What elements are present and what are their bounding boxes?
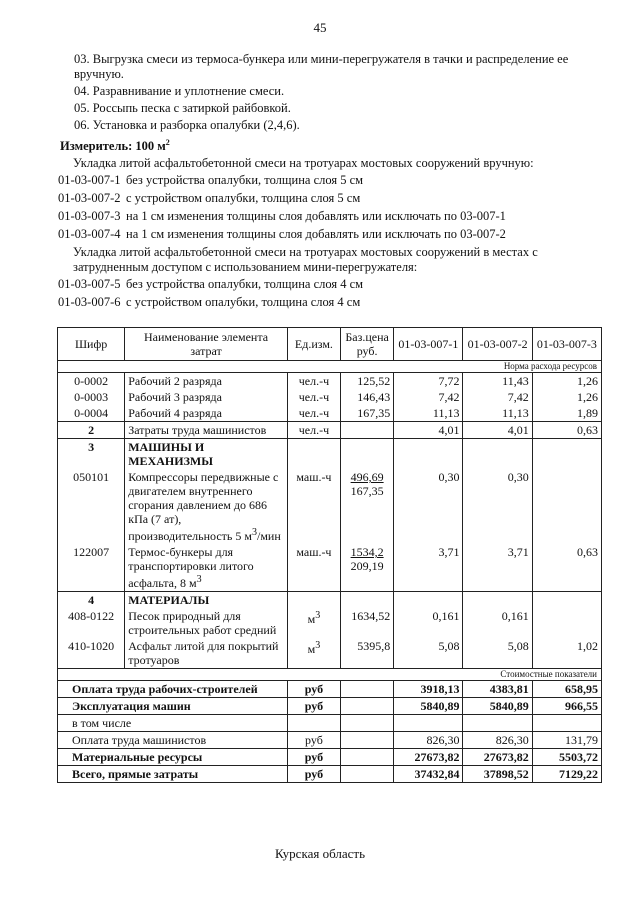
table-row: [58, 544, 602, 592]
cell-col1: 5,08: [394, 638, 463, 669]
cell-col1: 0,161: [394, 608, 463, 638]
unit-of-measure-label: Измеритель: 100 м: [60, 139, 166, 154]
cell-unit: чел.-ч: [287, 422, 340, 439]
operation-item: 06. Установка и разборка опалубки (2,4,6).: [74, 118, 300, 132]
cell-empty: [341, 715, 394, 732]
price-bottom: 167,35: [350, 484, 384, 498]
summary-row: [58, 681, 602, 698]
cell-col3: 0,63: [532, 422, 601, 439]
header-col1: 01-03-007-1: [394, 328, 463, 361]
cell-col1: 11,13: [394, 405, 463, 422]
price-bottom: 209,19: [350, 559, 384, 573]
region-footer: Курская область: [274, 846, 365, 861]
cell-empty: [463, 592, 532, 609]
cell-code: 3: [58, 439, 125, 470]
unit-text: м: [307, 612, 316, 626]
cell-empty: [341, 749, 394, 766]
summary-col3: 131,79: [532, 732, 601, 749]
summary-col2: 4383,81: [463, 681, 532, 698]
summary-col3: [532, 715, 601, 732]
cell-code: 050101: [58, 469, 125, 544]
cell-col1: 4,01: [394, 422, 463, 439]
cell-col3: [532, 469, 601, 544]
cell-col2: 0,161: [463, 608, 532, 638]
group1-codes: [60, 173, 590, 242]
cell-empty: [394, 439, 463, 470]
table-row: [58, 405, 602, 422]
summary-col3: 966,55: [532, 698, 601, 715]
cell-name: Рабочий 3 разряда: [125, 389, 288, 405]
summary-col1: 3918,13: [394, 681, 463, 698]
resource-code: 01-03-007-5: [58, 277, 121, 292]
cell-col2: 7,42: [463, 389, 532, 405]
summary-col3: 658,95: [532, 681, 601, 698]
cell-name: Затраты труда машинистов: [125, 422, 288, 439]
cell-price: [341, 469, 394, 544]
resource-code: 01-03-007-1: [58, 173, 121, 188]
resource-code: 01-03-007-4: [58, 227, 121, 242]
cell-name: Рабочий 2 разряда: [125, 373, 288, 390]
code-description: без устройства опалубки, толщина слоя 4 см: [126, 277, 364, 292]
unit-of-measure-sup: 2: [165, 138, 170, 147]
table-row: [58, 373, 602, 390]
cell-col2: 4,01: [463, 422, 532, 439]
unit-text: м: [307, 642, 316, 656]
summary-col1: 27673,82: [394, 749, 463, 766]
summary-name: Эксплуатация машин: [58, 698, 288, 715]
section-row: [58, 439, 602, 470]
header-unit: Ед.изм.: [287, 328, 340, 361]
cell-empty: [532, 592, 601, 609]
cell-empty: [341, 766, 394, 783]
table-row: [58, 608, 602, 638]
cell-name-tail: /мин: [256, 529, 281, 543]
cell-code: 0-0004: [58, 405, 125, 422]
cell-empty: [341, 732, 394, 749]
cell-empty: [394, 592, 463, 609]
code-description: без устройства опалубки, толщина слоя 5 см: [126, 173, 364, 188]
cell-col1: 7,42: [394, 389, 463, 405]
summary-col2: 826,30: [463, 732, 532, 749]
unit-sup: 3: [315, 610, 321, 621]
cell-price: 146,43: [341, 389, 394, 405]
summary-col3: 5503,72: [532, 749, 601, 766]
cell-unit: маш.-ч: [287, 469, 340, 544]
operation-item: 05. Россыпь песка с затиркой райбовкой.: [74, 101, 291, 115]
price-top: 1534,2: [350, 545, 384, 559]
header-price: Баз.цена руб.: [341, 328, 394, 361]
cell-code: 122007: [58, 544, 125, 592]
cell-code: 410-1020: [58, 638, 125, 669]
code-line: [58, 191, 590, 206]
cell-col3: [532, 608, 601, 638]
cell-col3: 1,26: [532, 389, 601, 405]
group2-title: Укладка литой асфальтобетонной смеси на тротуарах мостовых сооружений в местах с затрудненным доступом с использованием мини-перегружателя:: [73, 245, 538, 275]
section-title: МАТЕРИАЛЫ: [125, 592, 288, 609]
code-line: [58, 173, 590, 188]
code-line: [58, 277, 590, 292]
cell-unit: [287, 638, 340, 669]
operation-item: 03. Выгрузка смеси из термоса-бункера или мини-перегружателя в тачки и распределение ее вручную.: [74, 52, 569, 81]
summary-col2: [463, 715, 532, 732]
summary-row: [58, 698, 602, 715]
code-line: [58, 295, 590, 310]
table-header-row: [58, 328, 602, 361]
cell-name-sup: 3: [251, 527, 257, 538]
cell-col1: 0,30: [394, 469, 463, 544]
table-subhead: Норма расхода ресурсов: [58, 361, 602, 373]
table-subhead: Стоимостные показатели: [58, 669, 602, 681]
summary-row: [58, 749, 602, 766]
cell-unit: [287, 608, 340, 638]
cell-empty: [341, 592, 394, 609]
cell-name: [125, 469, 288, 544]
cell-empty: [287, 592, 340, 609]
cell-price: 1634,52: [341, 608, 394, 638]
summary-col2: 37898,52: [463, 766, 532, 783]
cell-price: [341, 544, 394, 592]
code-description: с устройством опалубки, толщина слоя 5 см: [126, 191, 361, 206]
cell-code: 408-0122: [58, 608, 125, 638]
cell-col3: 1,02: [532, 638, 601, 669]
code-description: на 1 см изменения толщины слоя добавлять или исключать по 03-007-2: [126, 227, 506, 242]
table-subhead-row: [58, 669, 602, 681]
cell-unit: маш.-ч: [287, 544, 340, 592]
cell-code: 0-0002: [58, 373, 125, 390]
summary-unit: руб: [287, 681, 340, 698]
cell-name-sup: 3: [196, 574, 202, 585]
cell-name-text: Термос-бункеры для транспортировки литого асфальта, 8 м: [128, 545, 254, 590]
cell-col2: 5,08: [463, 638, 532, 669]
section-row: [58, 592, 602, 609]
cell-empty: [287, 439, 340, 470]
cell-unit: чел.-ч: [287, 389, 340, 405]
table-row: [58, 422, 602, 439]
resource-code: 01-03-007-2: [58, 191, 121, 206]
cell-code: 2: [58, 422, 125, 439]
section-title: МАШИНЫ И МЕХАНИЗМЫ: [125, 439, 288, 470]
cell-empty: [341, 698, 394, 715]
cell-col1: 7,72: [394, 373, 463, 390]
cell-code: 0-0003: [58, 389, 125, 405]
summary-col1: 826,30: [394, 732, 463, 749]
table-row: [58, 638, 602, 669]
group1-title: Укладка литой асфальтобетонной смеси на тротуарах мостовых сооружений вручную:: [73, 156, 534, 171]
unit-of-measure: [60, 135, 590, 154]
summary-unit: руб: [287, 749, 340, 766]
operations-block: [60, 52, 590, 313]
summary-unit: руб: [287, 698, 340, 715]
cell-empty: [532, 439, 601, 470]
price-top: 496,69: [350, 470, 384, 484]
cell-col2: 11,13: [463, 405, 532, 422]
summary-col1: [394, 715, 463, 732]
summary-row: [58, 732, 602, 749]
cell-col3: 1,89: [532, 405, 601, 422]
summary-unit: руб: [287, 766, 340, 783]
summary-col1: 37432,84: [394, 766, 463, 783]
page-number: 45: [313, 20, 327, 35]
code-line: [58, 209, 590, 224]
cell-name: Рабочий 4 разряда: [125, 405, 288, 422]
cell-price: 167,35: [341, 405, 394, 422]
summary-name: Оплата труда рабочих-строителей: [58, 681, 288, 698]
summary-row: [58, 715, 602, 732]
table-row: [58, 469, 602, 544]
summary-name: в том числе: [58, 715, 288, 732]
header-col2: 01-03-007-2: [463, 328, 532, 361]
summary-unit: [287, 715, 340, 732]
code-line: [58, 227, 590, 242]
cell-code: 4: [58, 592, 125, 609]
cell-unit: чел.-ч: [287, 405, 340, 422]
cell-price: 5395,8: [341, 638, 394, 669]
summary-row: [58, 766, 602, 783]
table-row: [58, 389, 602, 405]
cell-name-text: Компрессоры передвижные с двигателем внутреннего сгорания давлением до 686 кПа (7 ат), производительность 5 м: [128, 470, 279, 543]
resource-code: 01-03-007-6: [58, 295, 121, 310]
cell-empty: [463, 439, 532, 470]
cell-col2: 3,71: [463, 544, 532, 592]
cell-empty: [341, 681, 394, 698]
header-col3: 01-03-007-3: [532, 328, 601, 361]
summary-col1: 5840,89: [394, 698, 463, 715]
cell-col2: 11,43: [463, 373, 532, 390]
cell-empty: [341, 439, 394, 470]
header-code: Шифр: [58, 328, 125, 361]
cell-price: [341, 422, 394, 439]
norms-table: [57, 327, 602, 783]
operation-item: 04. Разравнивание и уплотнение смеси.: [74, 84, 285, 98]
cell-unit: чел.-ч: [287, 373, 340, 390]
summary-col2: 27673,82: [463, 749, 532, 766]
cell-name: Песок природный для строительных работ средний: [125, 608, 288, 638]
summary-unit: руб: [287, 732, 340, 749]
cell-name: Асфальт литой для покрытий тротуаров: [125, 638, 288, 669]
header-name: Наименование элемента затрат: [125, 328, 288, 361]
cell-name: [125, 544, 288, 592]
cell-price: 125,52: [341, 373, 394, 390]
code-description: на 1 см изменения толщины слоя добавлять или исключать по 03-007-1: [126, 209, 506, 224]
table-body: [58, 361, 602, 783]
summary-name: Всего, прямые затраты: [58, 766, 288, 783]
summary-col2: 5840,89: [463, 698, 532, 715]
code-description: с устройством опалубки, толщина слоя 4 см: [126, 295, 361, 310]
group2-codes: [60, 277, 590, 310]
table-subhead-row: [58, 361, 602, 373]
cell-col1: 3,71: [394, 544, 463, 592]
summary-name: Материальные ресурсы: [58, 749, 288, 766]
cell-col3: 0,63: [532, 544, 601, 592]
resource-code: 01-03-007-3: [58, 209, 121, 224]
cell-col3: 1,26: [532, 373, 601, 390]
summary-col3: 7129,22: [532, 766, 601, 783]
summary-name: Оплата труда машинистов: [58, 732, 288, 749]
cell-col2: 0,30: [463, 469, 532, 544]
unit-sup: 3: [315, 640, 321, 651]
